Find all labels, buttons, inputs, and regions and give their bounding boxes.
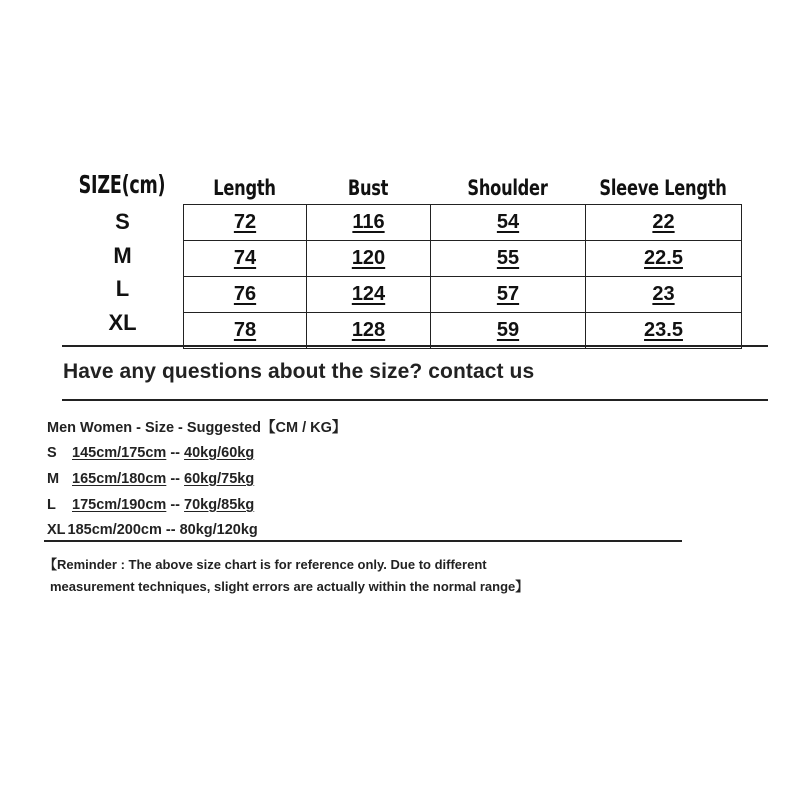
row-label-xl: XL	[108, 310, 137, 335]
shoulder-column-header: Shoulder	[467, 176, 548, 200]
table-cell: 74	[184, 241, 307, 277]
contact-prompt: Have any questions about the size? contact us	[63, 360, 535, 383]
suggested-row-l: L 175cm/190cm -- 70kg/85kg	[47, 497, 255, 513]
table-cell: 22.5	[586, 241, 742, 277]
table-cell: 116	[307, 205, 431, 241]
table-cell: 72	[184, 205, 307, 241]
row-label-s: S	[115, 209, 130, 234]
size-table	[183, 204, 741, 341]
size-column-header: SIZE(cm)	[78, 170, 166, 199]
table-row	[184, 277, 742, 313]
table-cell: 23.5	[586, 313, 742, 349]
divider-line	[62, 399, 768, 401]
table-cell: 22	[586, 205, 742, 241]
table-cell: 120	[307, 241, 431, 277]
table-cell: 59	[431, 313, 586, 349]
reminder-line-1: 【Reminder : The above size chart is for reference only. Due to different	[44, 557, 487, 572]
suggested-size-title: Men Women - Size - Suggested【CM / KG】	[47, 420, 347, 436]
length-column-header: Length	[213, 176, 276, 200]
bust-column-header: Bust	[347, 176, 389, 200]
suggested-row-m: M 165cm/180cm -- 60kg/75kg	[47, 471, 255, 487]
row-label-l: L	[115, 276, 130, 301]
reminder-line-2: measurement techniques, slight errors are actually within the normal range】	[50, 579, 529, 594]
table-cell: 23	[586, 277, 742, 313]
sleeve-length-column-header: Sleeve Length	[599, 176, 727, 200]
table-cell: 57	[431, 277, 586, 313]
row-label-m: M	[113, 243, 132, 268]
divider-line	[62, 345, 768, 347]
table-row	[184, 241, 742, 277]
table-cell: 76	[184, 277, 307, 313]
table-cell: 54	[431, 205, 586, 241]
suggested-row-s: S 145cm/175cm -- 40kg/60kg	[47, 445, 255, 461]
table-cell: 78	[184, 313, 307, 349]
table-cell: 55	[431, 241, 586, 277]
suggested-row-xl: XL 185cm/200cm -- 80kg/120kg	[47, 522, 258, 538]
table-cell: 124	[307, 277, 431, 313]
table-row	[184, 313, 742, 349]
divider-line	[44, 540, 682, 542]
table-row	[184, 205, 742, 241]
table-cell: 128	[307, 313, 431, 349]
reminder-note	[44, 554, 528, 598]
